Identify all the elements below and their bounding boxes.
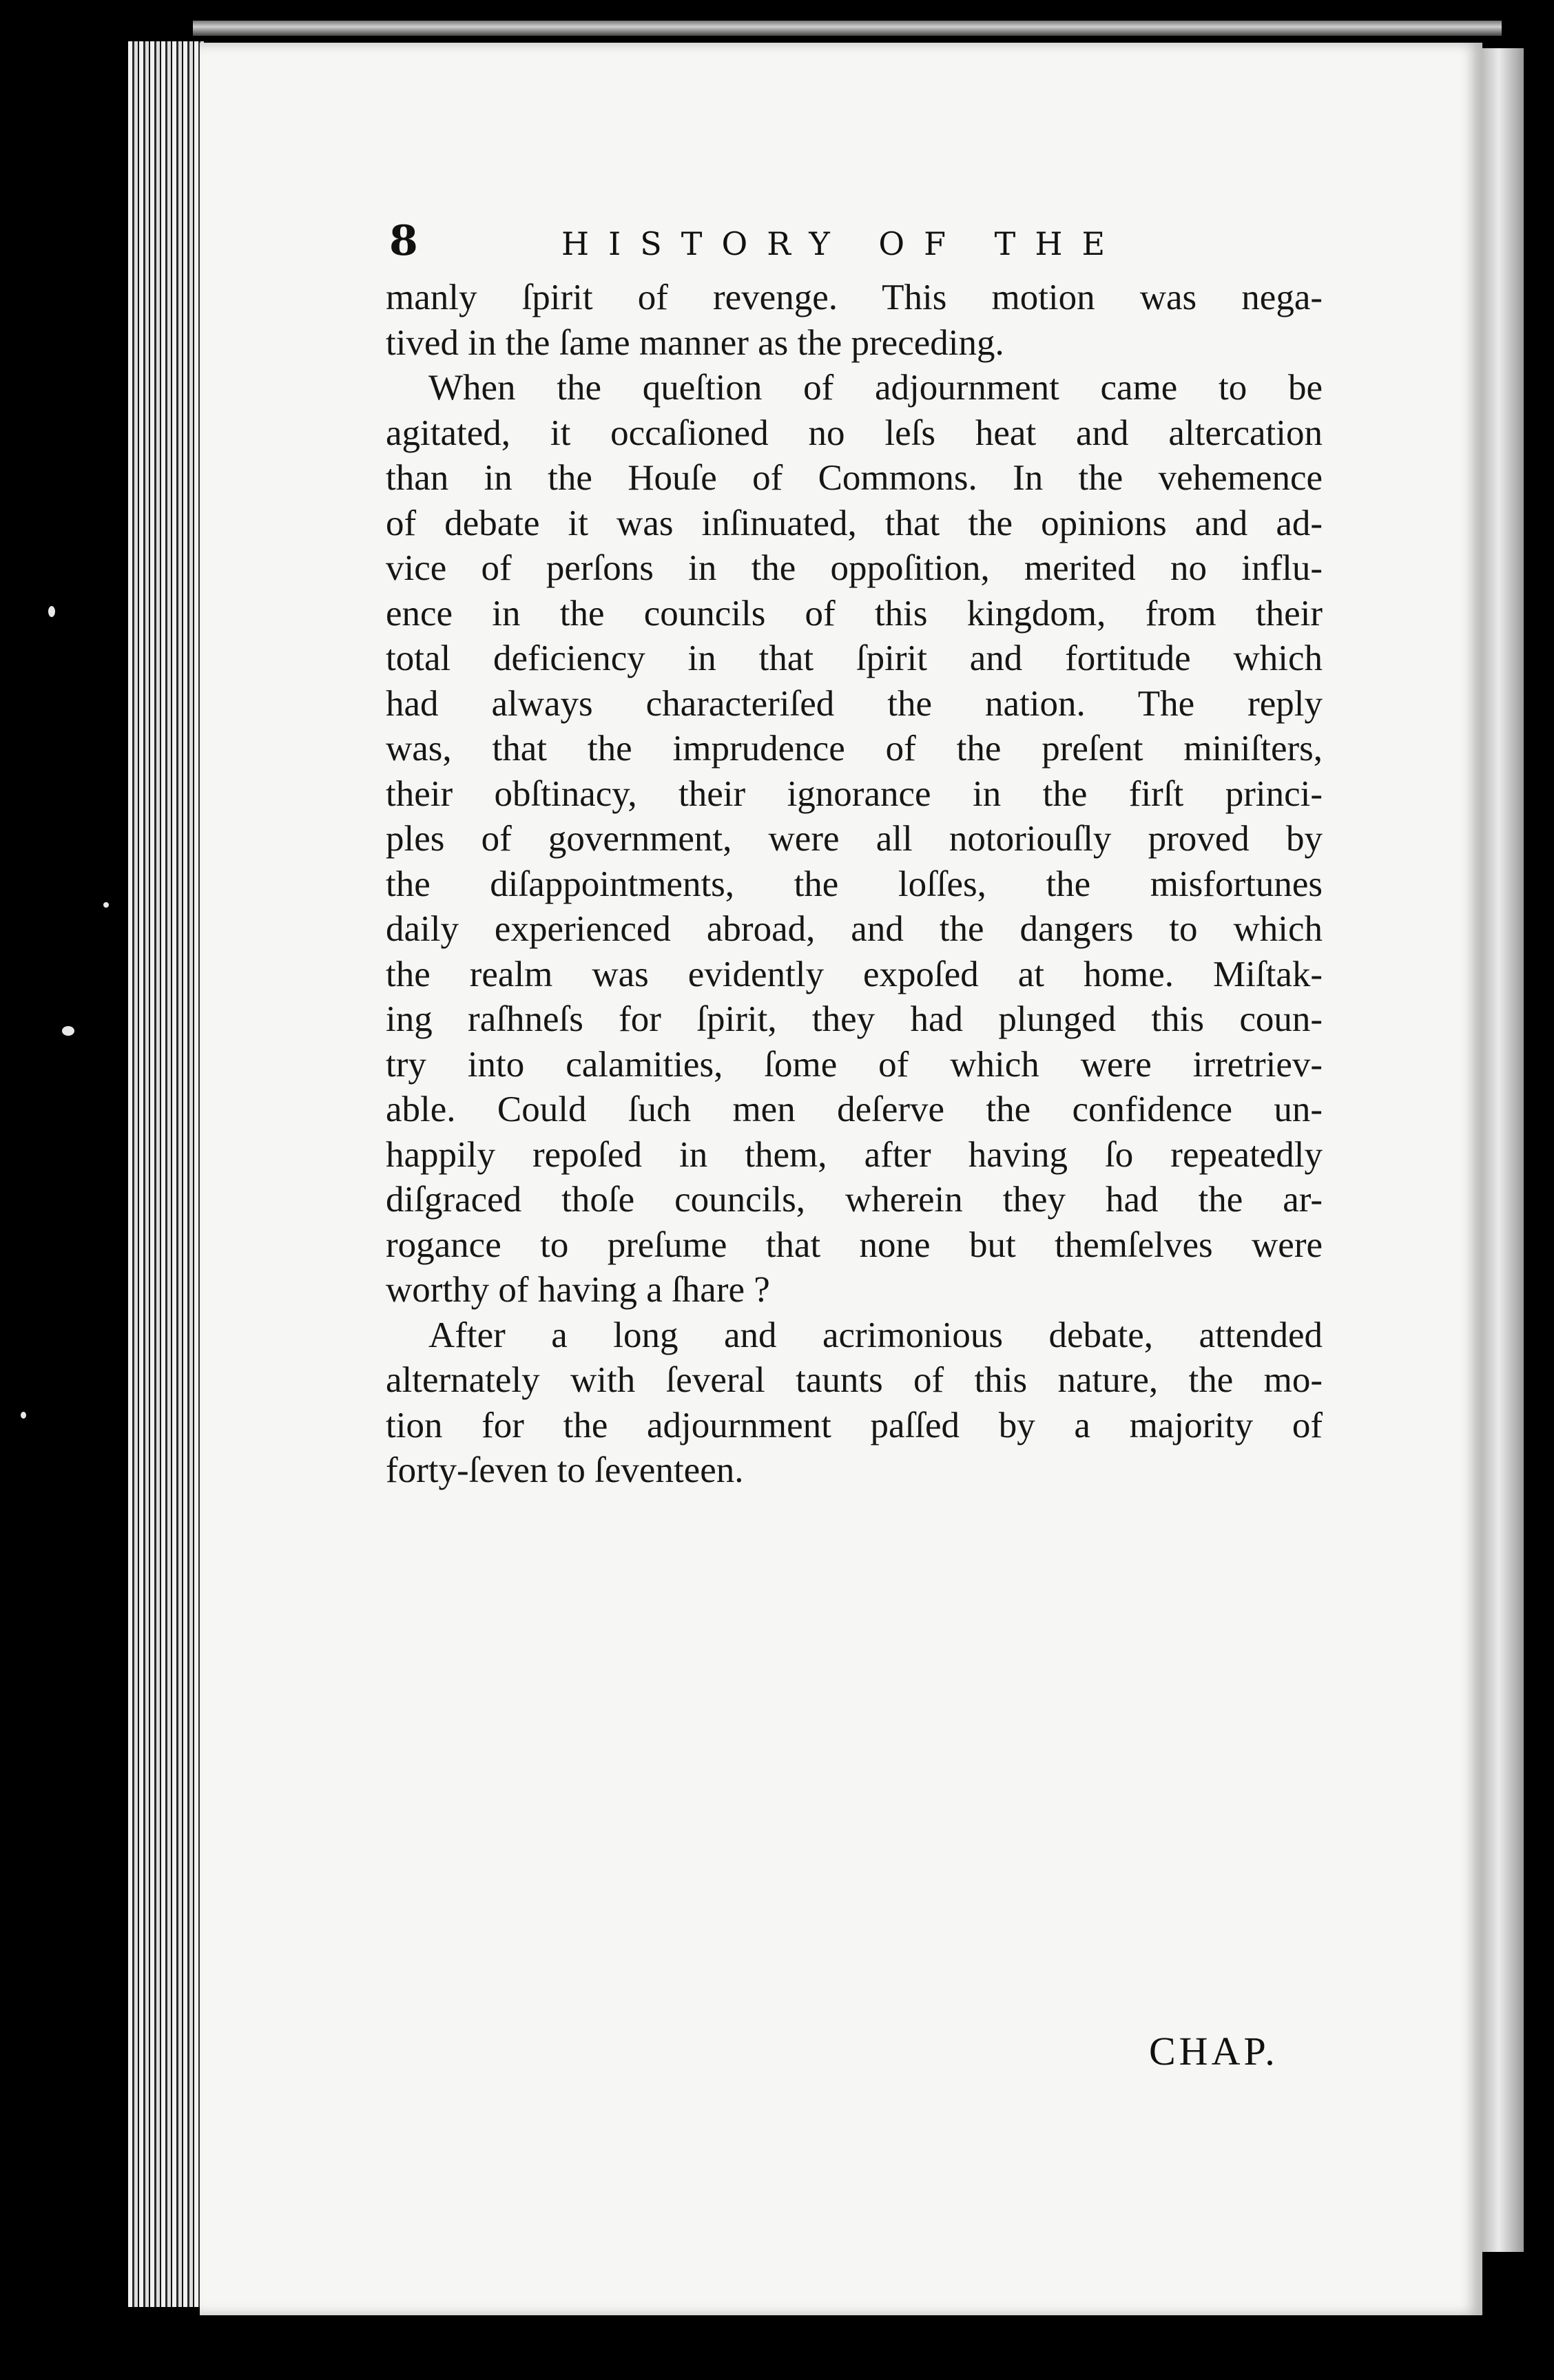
right-gutter-shadow: [1482, 48, 1524, 2252]
text-line: the realm was evidently expoſed at home. Miſtak-: [386, 954, 1323, 994]
text-line: than in the Houſe of Commons. In the vehemence: [386, 458, 1323, 498]
text-line: After a long and acrimonious debate, attended: [428, 1315, 1323, 1355]
text-line: daily experienced abroad, and the dangers to which: [386, 909, 1323, 949]
text-line: of debate it was inſinuated, that the opinions and ad-: [386, 503, 1323, 543]
text-line: the diſappointments, the loſſes, the misfortunes: [386, 864, 1323, 904]
text-line: rogance to preſume that none but themſelves were: [386, 1224, 1323, 1265]
body-text: [386, 275, 1323, 1494]
text-line: their obſtinacy, their ignorance in the firſt princi-: [386, 773, 1323, 814]
running-title: HISTORY OF THE: [561, 225, 1125, 262]
text-line: diſgraced thoſe councils, wherein they had the ar-: [386, 1180, 1323, 1220]
text-line: total deficiency in that ſpirit and fortitude which: [386, 638, 1323, 678]
text-line: worthy of having a ſhare ?: [386, 1270, 770, 1310]
text-line: ples of government, were all notoriouſly proved by: [386, 819, 1323, 859]
text-line: tived in the ſame manner as the preceding.: [386, 322, 1004, 363]
text-line: forty-ſeven to ſeventeen.: [386, 1450, 744, 1490]
text-line: manly ſpirit of revenge. This motion was nega-: [386, 278, 1323, 317]
text-line: try into calamities, ſome of which were irretriev-: [386, 1044, 1323, 1085]
page-edges: [128, 41, 204, 2307]
paragraph-2: [386, 366, 1323, 1313]
text-line: When the queſtion of adjournment came to be: [428, 368, 1323, 408]
text-line: alternately with ſeveral taunts of this nature, the mo-: [386, 1360, 1323, 1400]
catchword: CHAP.: [1149, 2029, 1278, 2074]
paragraph-1: [386, 275, 1323, 366]
text-line: ence in the councils of this kingdom, from their: [386, 593, 1323, 634]
text-line: had always characteriſed the nation. The reply: [386, 683, 1323, 724]
text-line: tion for the adjournment paſſed by a majority of: [386, 1405, 1323, 1445]
text-line: happily repoſed in them, after having ſo repeatedly: [386, 1134, 1323, 1175]
text-line: agitated, it occaſioned no leſs heat and altercation: [386, 413, 1323, 453]
text-line: was, that the imprudence of the preſent miniſters,: [386, 729, 1323, 769]
paragraph-3: [386, 1313, 1323, 1494]
book-top-edge: [193, 21, 1502, 36]
text-line: able. Could ſuch men deſerve the confidence un-: [386, 1089, 1323, 1129]
text-line: vice of perſons in the oppoſition, merited no influ-: [386, 548, 1323, 588]
page-number: 8: [389, 217, 418, 265]
text-line: ing raſhneſs for ſpirit, they had plunged this coun-: [386, 999, 1323, 1039]
